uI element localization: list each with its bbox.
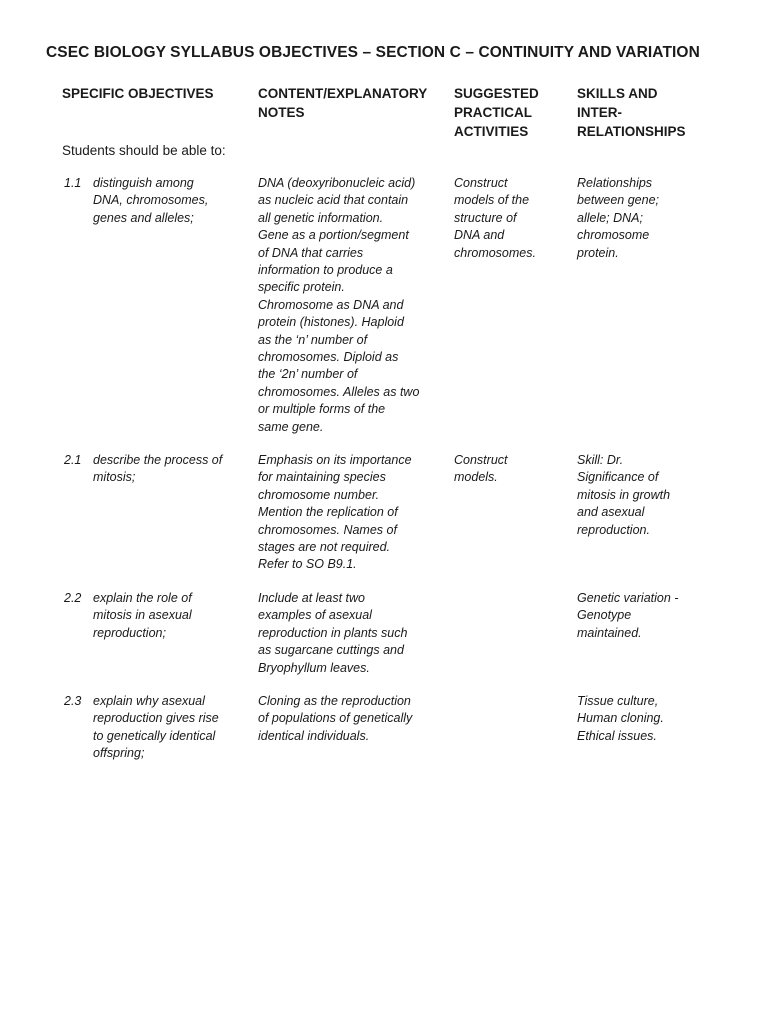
text-line: models.	[454, 470, 498, 485]
text-line: offspring;	[93, 746, 145, 761]
text-line: mitosis in asexual	[93, 608, 192, 623]
objective-number: 1.1	[64, 176, 82, 190]
text-line: models of the	[454, 193, 530, 208]
header-content-notes	[258, 84, 427, 122]
text-line: maintained.	[577, 625, 642, 640]
text-line: structure of	[454, 210, 517, 225]
objective-number: 2.1	[64, 453, 82, 467]
skills-relationships	[577, 590, 697, 642]
text-line: all genetic information.	[258, 210, 384, 225]
text-line: Ethical issues.	[577, 728, 657, 743]
text-line: reproduction in plants such	[258, 625, 408, 640]
objective-text	[93, 590, 243, 642]
text-line: of populations of genetically	[258, 711, 413, 726]
text-line: DNA and	[454, 228, 505, 243]
explanatory-notes	[258, 590, 436, 677]
text-line: Include at least two	[258, 591, 366, 605]
text-line: mitosis in growth	[577, 487, 671, 502]
header-line: SPECIFIC OBJECTIVES	[62, 86, 214, 101]
text-line: or multiple forms of the	[258, 402, 386, 417]
skills-relationships	[577, 175, 697, 262]
text-line: chromosomes. Alleles as two	[258, 384, 420, 399]
document-title: CSEC BIOLOGY SYLLABUS OBJECTIVES – SECTION C – CONTINUITY AND VARIATION	[46, 44, 700, 61]
skills-relationships	[577, 452, 697, 539]
text-line: reproduction.	[577, 522, 650, 537]
text-line: Chromosome as DNA and	[258, 297, 404, 312]
header-line: RELATIONSHIPS	[577, 124, 686, 139]
text-line: mitosis;	[93, 470, 136, 485]
text-line: between gene;	[577, 193, 660, 208]
objective-text	[93, 175, 243, 227]
text-line: reproduction gives rise	[93, 711, 219, 726]
skills-relationships	[577, 693, 697, 745]
text-line: protein.	[577, 245, 619, 260]
text-line: as sugarcane cuttings and	[258, 643, 404, 658]
header-line: INTER-	[577, 105, 622, 120]
text-line: explain why asexual	[93, 694, 205, 708]
header-line: NOTES	[258, 105, 305, 120]
text-line: Gene as a portion/segment	[258, 228, 409, 243]
header-practical-activities	[454, 84, 539, 141]
intro-text: Students should be able to:	[62, 143, 226, 158]
header-specific-objectives	[62, 84, 214, 103]
text-line: information to produce a	[258, 263, 393, 278]
text-line: Refer to SO B9.1.	[258, 557, 357, 572]
header-line: CONTENT/EXPLANATORY	[258, 86, 428, 101]
text-line: chromosomes. Diploid as	[258, 350, 399, 365]
objective-text	[93, 452, 243, 487]
header-line: SKILLS AND	[577, 86, 658, 101]
text-line: chromosomes.	[454, 245, 536, 260]
text-line: protein (histones). Haploid	[258, 315, 404, 330]
text-line: Genotype	[577, 608, 632, 623]
text-line: to genetically identical	[93, 728, 216, 743]
objective-number: 2.2	[64, 591, 82, 605]
text-line: Cloning as the reproduction	[258, 694, 411, 708]
text-line: Tissue culture,	[577, 694, 659, 708]
text-line: same gene.	[258, 419, 324, 434]
text-line: chromosome	[577, 228, 650, 243]
practical-activities	[454, 175, 554, 262]
header-line: SUGGESTED	[454, 86, 539, 101]
text-line: allele; DNA;	[577, 210, 643, 225]
text-line: as the ‘n’ number of	[258, 332, 368, 347]
text-line: Human cloning.	[577, 711, 664, 726]
practical-activities	[454, 452, 554, 487]
objective-number: 2.3	[64, 694, 82, 708]
text-line: Significance of	[577, 470, 659, 485]
explanatory-notes	[258, 693, 436, 745]
text-line: for maintaining species	[258, 470, 386, 485]
text-line: identical individuals.	[258, 728, 370, 743]
text-line: examples of asexual	[258, 608, 372, 623]
text-line: Construct	[454, 176, 508, 190]
text-line: Mention the replication of	[258, 505, 398, 520]
text-line: Construct	[454, 453, 508, 467]
text-line: and asexual	[577, 505, 645, 520]
text-line: genes and alleles;	[93, 210, 194, 225]
text-line: specific protein.	[258, 280, 345, 295]
explanatory-notes	[258, 452, 436, 574]
text-line: reproduction;	[93, 625, 166, 640]
header-line: ACTIVITIES	[454, 124, 529, 139]
header-line: PRACTICAL	[454, 105, 532, 120]
text-line: DNA (deoxyribonucleic acid)	[258, 176, 416, 190]
header-skills-relationships	[577, 84, 686, 141]
text-line: stages are not required.	[258, 540, 391, 555]
text-line: distinguish among	[93, 176, 194, 190]
text-line: Skill: Dr.	[577, 453, 624, 467]
text-line: DNA, chromosomes,	[93, 193, 209, 208]
explanatory-notes	[258, 175, 436, 436]
text-line: chromosome number.	[258, 487, 380, 502]
text-line: explain the role of	[93, 591, 192, 605]
text-line: Genetic variation -	[577, 591, 679, 605]
text-line: Bryophyllum leaves.	[258, 660, 370, 675]
text-line: of DNA that carries	[258, 245, 364, 260]
text-line: as nucleic acid that contain	[258, 193, 409, 208]
text-line: Relationships	[577, 176, 653, 190]
text-line: chromosomes. Names of	[258, 522, 397, 537]
text-line: the ‘2n’ number of	[258, 367, 358, 382]
objective-text	[93, 693, 243, 763]
text-line: Emphasis on its importance	[258, 453, 412, 467]
text-line: describe the process of	[93, 453, 223, 467]
